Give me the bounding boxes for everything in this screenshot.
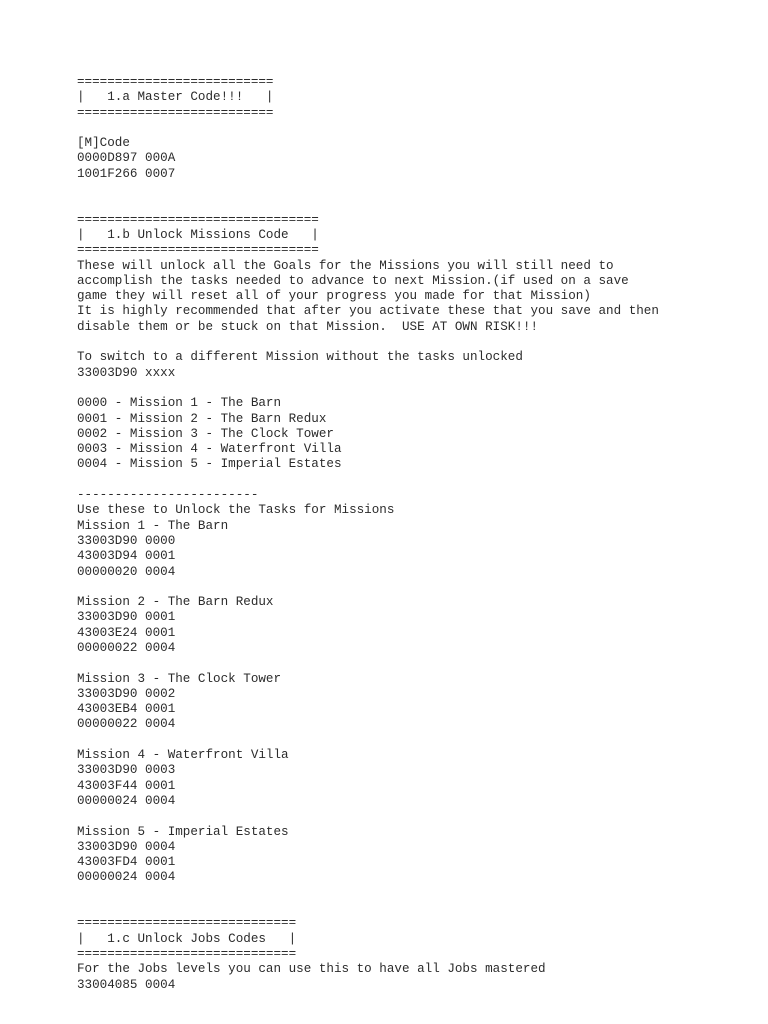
text-line: 00000022 0004 — [77, 640, 176, 655]
text-line: 00000024 0004 — [77, 870, 176, 885]
text-line: 33003D90 0004 — [77, 839, 176, 854]
text-line: Mission 1 - The Barn — [77, 518, 229, 533]
text-line: 1001F266 0007 — [77, 166, 176, 181]
text-line: 00000022 0004 — [77, 717, 176, 732]
text-line: ========================== — [77, 105, 274, 120]
text-line — [77, 733, 757, 748]
text-line: [M]Code — [77, 136, 130, 151]
text-line: Use these to Unlock the Tasks for Missions — [77, 503, 395, 518]
text-line: | 1.b Unlock Missions Code | — [77, 227, 319, 242]
text-line — [77, 381, 757, 396]
text-line: Mission 2 - The Barn Redux — [77, 595, 274, 610]
text-line: 43003EB4 0001 — [77, 702, 176, 717]
text-line: Mission 4 - Waterfront Villa — [77, 748, 289, 763]
text-line: | 1.c Unlock Jobs Codes | — [77, 931, 297, 946]
text-line: These will unlock all the Goals for the Missions you will still need to — [77, 258, 614, 273]
text-line: 0001 - Mission 2 - The Barn Redux — [77, 411, 327, 426]
text-line: 0003 - Mission 4 - Waterfront Villa — [77, 442, 342, 457]
text-line — [77, 197, 757, 212]
text-line — [77, 886, 757, 901]
text-line: 33003D90 xxxx — [77, 365, 176, 380]
text-line: To switch to a different Mission without the tasks unlocked — [77, 350, 523, 365]
text-line: ========================== — [77, 75, 274, 89]
text-line: 43003D94 0001 — [77, 549, 176, 564]
text-line: 43003F44 0001 — [77, 778, 176, 793]
text-line: 0000D897 000A — [77, 151, 176, 166]
text-line — [77, 335, 757, 350]
text-line — [77, 121, 757, 136]
text-line: disable them or be stuck on that Mission. USE AT OWN RISK!!! — [77, 319, 539, 334]
text-line: 00000020 0004 — [77, 564, 176, 579]
text-line: ================================ — [77, 212, 319, 227]
text-line: 43003E24 0001 — [77, 625, 176, 640]
document-text — [77, 75, 757, 993]
text-line: ================================ — [77, 243, 319, 258]
text-line: 43003FD4 0001 — [77, 855, 176, 870]
text-line: | 1.a Master Code!!! | — [77, 90, 274, 105]
text-line: 0002 - Mission 3 - The Clock Tower — [77, 426, 334, 441]
text-line: game they will reset all of your progress you made for that Mission) — [77, 289, 591, 304]
text-line: 0000 - Mission 1 - The Barn — [77, 396, 282, 411]
text-line: 33003D90 0003 — [77, 763, 176, 778]
text-line: 33004085 0004 — [77, 977, 176, 992]
text-line — [77, 182, 757, 197]
text-line: 33003D90 0002 — [77, 686, 176, 701]
text-line: accomplish the tasks needed to advance to next Mission.(if used on a save — [77, 273, 629, 288]
text-line: For the Jobs levels you can use this to have all Jobs mastered — [77, 962, 546, 977]
text-line: ============================= — [77, 946, 297, 961]
text-line: ------------------------ — [77, 488, 259, 503]
text-line — [77, 809, 757, 824]
text-line — [77, 580, 757, 595]
text-line: ============================= — [77, 916, 297, 931]
text-line: 33003D90 0000 — [77, 533, 176, 548]
text-line — [77, 901, 757, 916]
text-line: Mission 5 - Imperial Estates — [77, 824, 289, 839]
text-line: It is highly recommended that after you activate these that you save and then — [77, 304, 659, 319]
text-line — [77, 473, 757, 488]
text-line: 00000024 0004 — [77, 793, 176, 808]
text-line: Mission 3 - The Clock Tower — [77, 671, 282, 686]
text-line — [77, 656, 757, 671]
text-line: 0004 - Mission 5 - Imperial Estates — [77, 457, 342, 472]
text-line: 33003D90 0001 — [77, 610, 176, 625]
